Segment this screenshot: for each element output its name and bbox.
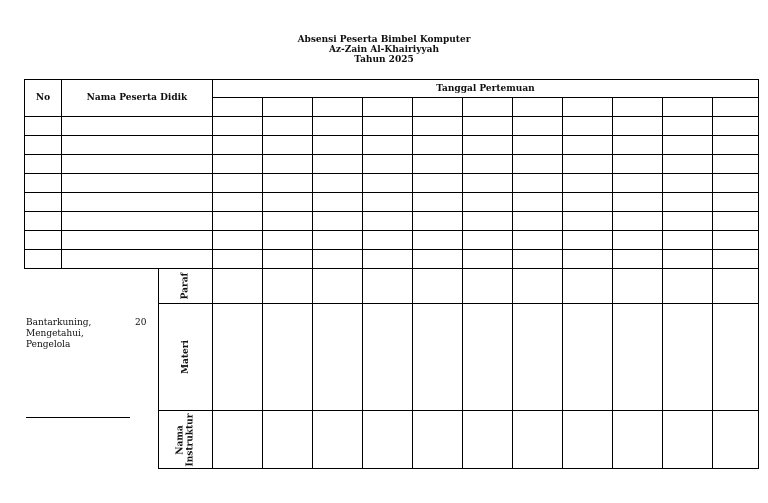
attendance-cell [262, 136, 312, 155]
attendance-cell [712, 117, 758, 136]
table-row [25, 174, 759, 193]
instructor-label-line1: Nama [175, 424, 186, 455]
date-header-cell [612, 98, 662, 117]
table-row [25, 193, 759, 212]
row-name-cell [62, 231, 213, 250]
paraf-label: Paraf [180, 272, 191, 300]
attendance-cell [412, 193, 462, 212]
paraf-cell [312, 269, 362, 304]
attendance-cell [412, 136, 462, 155]
attendance-cell [662, 174, 712, 193]
materi-cell [512, 304, 562, 411]
document-title [0, 35, 768, 65]
attendance-cell [262, 250, 312, 269]
attendance-cell [312, 155, 362, 174]
signature-block [26, 318, 91, 351]
attendance-cell [212, 212, 262, 231]
instruktur-cell [212, 411, 262, 469]
row-name-cell [62, 193, 213, 212]
row-name-cell [62, 212, 213, 231]
attendance-cell [362, 136, 412, 155]
row-no-cell [25, 212, 62, 231]
attendance-cell [312, 231, 362, 250]
attendance-cell [512, 174, 562, 193]
attendance-cell [312, 193, 362, 212]
attendance-cell [462, 117, 512, 136]
attendance-cell [562, 193, 612, 212]
attendance-cell [262, 174, 312, 193]
row-no-cell [25, 117, 62, 136]
row-no-cell [25, 155, 62, 174]
row-name-cell [62, 117, 213, 136]
instruktur-cell [262, 411, 312, 469]
attendance-cell [612, 117, 662, 136]
attendance-cell [362, 174, 412, 193]
attendance-cell [462, 136, 512, 155]
instruktur-cell [712, 411, 758, 469]
attendance-cell [212, 193, 262, 212]
materi-cell [462, 304, 512, 411]
attendance-cell [462, 155, 512, 174]
attendance-cell [262, 212, 312, 231]
row-no-cell [25, 174, 62, 193]
attendance-cell [312, 117, 362, 136]
signature-line [26, 417, 130, 418]
attendance-cell [412, 174, 462, 193]
attendance-cell [662, 212, 712, 231]
attendance-cell [362, 250, 412, 269]
attendance-cell [462, 193, 512, 212]
instruktur-cell [362, 411, 412, 469]
attendance-cell [712, 231, 758, 250]
instructor-label [175, 413, 195, 466]
table-row [25, 250, 759, 269]
materi-cell [212, 304, 262, 411]
attendance-cell [362, 117, 412, 136]
attendance-cell [462, 231, 512, 250]
instruktur-cell [412, 411, 462, 469]
attendance-cell [662, 231, 712, 250]
paraf-label-cell [159, 269, 213, 304]
row-name-cell [62, 174, 213, 193]
attendance-cell [412, 250, 462, 269]
materi-label: Materi [180, 340, 191, 374]
materi-cell [612, 304, 662, 411]
attendance-cell [512, 136, 562, 155]
paraf-cell [712, 269, 758, 304]
materi-cell [712, 304, 758, 411]
attendance-cell [262, 231, 312, 250]
date-header-cell [512, 98, 562, 117]
materi-cell [312, 304, 362, 411]
attendance-cell [562, 136, 612, 155]
attendance-cell [662, 193, 712, 212]
student-rows [25, 117, 759, 269]
date-header-cell [412, 98, 462, 117]
attendance-cell [462, 250, 512, 269]
table-row [25, 212, 759, 231]
attendance-cell [212, 174, 262, 193]
attendance-cell [662, 155, 712, 174]
attendance-cell [712, 136, 758, 155]
materi-label-cell [159, 304, 213, 411]
attendance-cell [562, 117, 612, 136]
row-no-cell [25, 136, 62, 155]
paraf-cell [212, 269, 262, 304]
attendance-cell [712, 155, 758, 174]
attendance-cell [212, 231, 262, 250]
attendance-cell [362, 231, 412, 250]
attendance-cell [312, 136, 362, 155]
attendance-cell [612, 174, 662, 193]
attendance-cell [562, 231, 612, 250]
attendance-cell [612, 250, 662, 269]
instructor-label-line2: Instruktur [185, 413, 196, 466]
instruktur-cell [662, 411, 712, 469]
title-line-1: Absensi Peserta Bimbel Komputer [297, 35, 471, 45]
paraf-cell [462, 269, 512, 304]
date-header-cell [712, 98, 758, 117]
row-no-cell [25, 193, 62, 212]
instruktur-cell [562, 411, 612, 469]
attendance-cell [262, 193, 312, 212]
sign-place: Bantarkuning, [26, 318, 92, 328]
attendance-cell [612, 155, 662, 174]
paraf-cell [662, 269, 712, 304]
attendance-cell [612, 193, 662, 212]
instruktur-cell [462, 411, 512, 469]
attendance-cell [562, 250, 612, 269]
instruktur-cell [612, 411, 662, 469]
date-header-cell [362, 98, 412, 117]
date-header-cell [262, 98, 312, 117]
attendance-cell [512, 231, 562, 250]
attendance-cell [412, 212, 462, 231]
attendance-cell [712, 174, 758, 193]
attendance-cell [562, 174, 612, 193]
attendance-cell [512, 250, 562, 269]
materi-cell [362, 304, 412, 411]
attendance-cell [662, 117, 712, 136]
attendance-cell [662, 136, 712, 155]
attendance-cell [512, 193, 562, 212]
instruktur-cell [312, 411, 362, 469]
row-no-cell [25, 231, 62, 250]
attendance-cell [312, 250, 362, 269]
paraf-row [25, 269, 759, 304]
materi-cell [562, 304, 612, 411]
attendance-cell [462, 212, 512, 231]
attendance-cell [412, 155, 462, 174]
row-name-cell [62, 250, 213, 269]
date-header-cell [462, 98, 512, 117]
paraf-cell [612, 269, 662, 304]
paraf-cell [262, 269, 312, 304]
title-line-3: Tahun 2025 [354, 55, 414, 65]
attendance-cell [512, 212, 562, 231]
paraf-cell [362, 269, 412, 304]
row-name-cell [62, 136, 213, 155]
attendance-cell [562, 212, 612, 231]
header-meeting-dates: Tanggal Pertemuan [212, 80, 758, 98]
table-row [25, 231, 759, 250]
attendance-cell [362, 155, 412, 174]
header-student-name: Nama Peserta Didik [62, 80, 213, 117]
attendance-cell [462, 174, 512, 193]
row-no-cell [25, 250, 62, 269]
attendance-cell [212, 250, 262, 269]
attendance-cell [562, 155, 612, 174]
attendance-cell [612, 136, 662, 155]
paraf-cell [512, 269, 562, 304]
table-row [25, 136, 759, 155]
paraf-cell [412, 269, 462, 304]
attendance-cell [312, 174, 362, 193]
attendance-cell [212, 155, 262, 174]
table-row [25, 117, 759, 136]
sign-year-prefix: 20 [135, 318, 147, 328]
attendance-cell [512, 155, 562, 174]
attendance-cell [712, 212, 758, 231]
attendance-cell [362, 193, 412, 212]
attendance-cell [662, 250, 712, 269]
date-header-cell [562, 98, 612, 117]
attendance-cell [262, 155, 312, 174]
attendance-cell [212, 117, 262, 136]
attendance-cell [362, 212, 412, 231]
materi-cell [662, 304, 712, 411]
attendance-table [24, 79, 759, 469]
row-name-cell [62, 155, 213, 174]
date-header-cell [312, 98, 362, 117]
attendance-cell [212, 136, 262, 155]
sign-acknowledged: Mengetahui, [26, 329, 84, 339]
attendance-cell [312, 212, 362, 231]
title-line-2: Az-Zain Al-Khairiyyah [328, 45, 440, 55]
materi-cell [262, 304, 312, 411]
date-header-cell [662, 98, 712, 117]
attendance-cell [712, 193, 758, 212]
attendance-cell [712, 250, 758, 269]
attendance-cell [512, 117, 562, 136]
attendance-cell [262, 117, 312, 136]
date-header-cell [212, 98, 262, 117]
materi-cell [412, 304, 462, 411]
attendance-cell [412, 231, 462, 250]
sign-role: Pengelola [26, 340, 71, 350]
attendance-cell [612, 231, 662, 250]
instructor-label-cell [159, 411, 213, 469]
header-no: No [25, 80, 62, 117]
table-row [25, 155, 759, 174]
paraf-cell [562, 269, 612, 304]
attendance-cell [412, 117, 462, 136]
attendance-cell [612, 212, 662, 231]
instruktur-cell [512, 411, 562, 469]
